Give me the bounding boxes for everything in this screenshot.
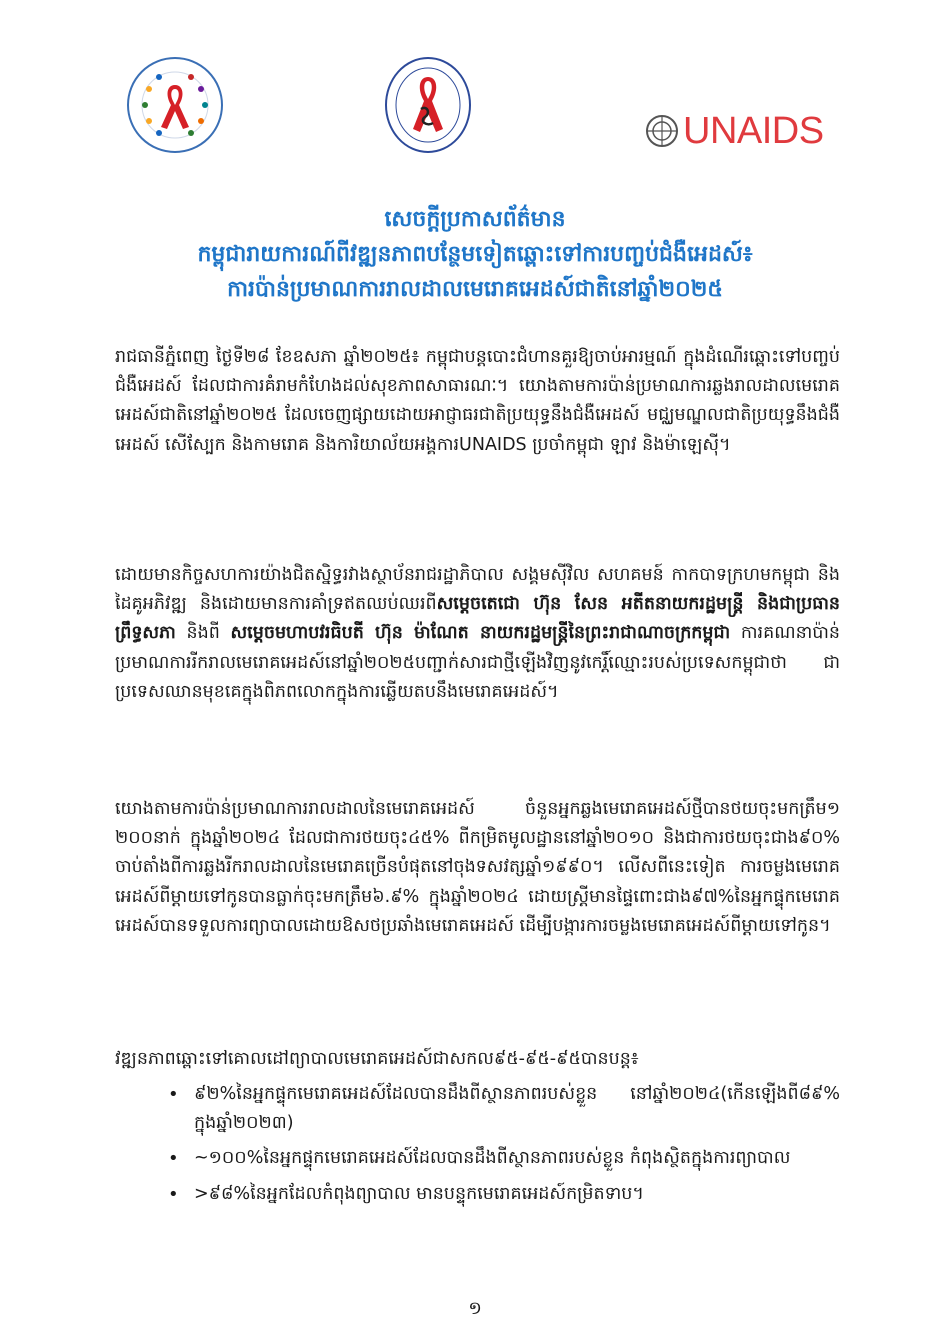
national-aids-authority-logo bbox=[125, 55, 225, 155]
list-item: • ~១០០%នៃអ្នកផ្ទុកមេរោគអេដស៍ដែលបានដឹងពីស្ថានភាពរបស់ខ្លួន កំពុងស្ថិតក្នុងការព្យាបាល bbox=[168, 1144, 840, 1173]
paragraph-text: ការគណនាប៉ាន់ប្រមាណការរីករាលមេរោគអេដស៍នៅឆ្នាំ២០២៥បញ្ជាក់សារជាថ្មីឡើងវិញនូវកេរ្តិ៍ឈ្មោះរបស់ប្រទេសកម្ពុជាថា ជាប្រទេសឈានមុខគេក្នុងពិភពលោកក្នុងការឆ្លើយតបនឹងមេរោគអេដស៍។ bbox=[115, 623, 841, 702]
un-emblem-icon bbox=[645, 114, 679, 148]
unaids-logo bbox=[645, 108, 825, 154]
press-release-subtitle-line: ការប៉ាន់ប្រមាណការរាលដាលមេរោគអេដស៍ជាតិនៅឆ្នាំ២០២៥ bbox=[227, 277, 723, 302]
page-number: ១ bbox=[468, 1298, 482, 1319]
paragraph-estimates: យោងតាមការប៉ាន់ប្រមាណការរាលដាលនៃមេរោគអេដស៍ ចំនួនអ្នកឆ្លងមេរោគអេដស៍ថ្មីបានថយចុះមកត្រឹម១ ២០០នាក់ ក្នុងឆ្នាំ២០២៤ ដែលជាការថយចុះ៤៥% ពីកម្រិតមូលដ្ឋាននៅឆ្នាំ២០១០ និងជាការថយចុះជាង៩០% ចាប់តាំងពីការឆ្លងរីករាលដាលនៃមេរោគច្រើនបំផុតនៅចុងទសវត្សឆ្នាំ១៩៩០។ លើសពីនេះទៀត ការចម្លងមេរោគអេដស៍ពីម្តាយទៅកូនបានធ្លាក់ចុះមកត្រឹម៦.៩% ក្នុងឆ្នាំ២០២៤ ដោយស្ត្រីមានផ្ទៃពោះជាង៩៧%នៃអ្នកផ្ទុកមេរោគអេដស៍បានទទួលការព្យាបាលដោយឱសថប្រឆាំងមេរោគអេដស៍ ដើម្បីបង្ការការចម្លងមេរោគអេដស៍ពីម្តាយទៅកូន។ bbox=[115, 799, 840, 936]
paragraph-intro: រាជធានីភ្នំពេញ ថ្ងៃទី២៨ ខែឧសភា ឆ្នាំ២០២៥៖ កម្ពុជាបន្តបោះជំហានគួរឱ្យចាប់អារម្មណ៍ ក្នុងដំណើរឆ្ពោះទៅបញ្ចប់ជំងឺអេដស៍ ដែលជាការគំរាមកំហែងដល់សុខភាពសាធារណៈ។ យោងតាមការប៉ាន់ប្រមាណការឆ្លងរាលដាលមេរោគអេដស៍ជាតិនៅឆ្នាំ២០២៥ ដែលចេញផ្សាយដោយអាជ្ញាធរជាតិប្រយុទ្ធនឹងជំងឺអេដស៍ មជ្ឈមណ្ឌលជាតិប្រយុទ្ធនឹងជំងឺអេដស៍ សើស្បែក និងកាមរោគ និងការិយាល័យអង្គការUNAIDS ប្រចាំកម្ពុជា ឡាវ និងម៉ាឡេស៊ី។ bbox=[115, 347, 840, 455]
press-release-title-line: កម្ពុជារាយការណ៍ពីវឌ្ឍនភាពបន្ថែមទៀតឆ្ពោះទៅការបញ្ចប់ជំងឺអេដស៍៖ bbox=[197, 242, 753, 267]
bold-name-prime-minister: សម្តេចមហាបវរធិបតី ហ៊ុន ម៉ាណែត នាយករដ្ឋមន្ត្រីនៃព្រះរាជាណាចក្រកម្ពុជា bbox=[230, 623, 731, 644]
unaids-wordmark: UNAIDS bbox=[683, 110, 824, 152]
paragraph-progress-intro: វឌ្ឍនភាពឆ្ពោះទៅគោលដៅព្យាបាលមេរោគអេដស៍ជាសកល៩៥-៩៥-៩៥បានបន្ត៖ bbox=[115, 1049, 639, 1069]
paragraph-text: និងពី bbox=[175, 623, 231, 644]
progress-bullet-list bbox=[168, 1080, 840, 1215]
paragraph-text: ដោយមានកិច្ចសហការយ៉ាងជិតស្និទ្ធរវាងស្ថាប័នរាជរដ្ឋាភិបាល សង្គមស៊ីវិល សហគមន៍ កាកបាទក្រហមកម្ពុជា និងដៃគូអភិវឌ្ឍ និងដោយមានការគាំទ្រឥតឈប់ឈរពី bbox=[115, 565, 840, 615]
list-item: • >៩៨%នៃអ្នកដែលកំពុងព្យាបាល មានបន្ទុកមេរោគអេដស៍កម្រិតទាប។ bbox=[168, 1180, 840, 1209]
list-item: • ៩២%នៃអ្នកផ្ទុកមេរោគអេដស៍ដែលបានដឹងពីស្ថានភាពរបស់ខ្លួន នៅឆ្នាំ២០២៤(កើនឡើងពី៨៩% ក្នុងឆ្នាំ២០២៣) bbox=[168, 1080, 840, 1138]
ribbon-emblem-logo bbox=[383, 55, 473, 155]
press-release-heading: សេចក្តីប្រកាសព័ត៌មាន bbox=[384, 207, 566, 232]
bold-name-senate-president: សម្តេចតេជោ ហ៊ុន សែន អតីតនាយករដ្ឋមន្ត្រី និងជាប្រធានព្រឹទ្ធសភា bbox=[115, 594, 840, 644]
paragraph-collaboration bbox=[115, 561, 840, 707]
